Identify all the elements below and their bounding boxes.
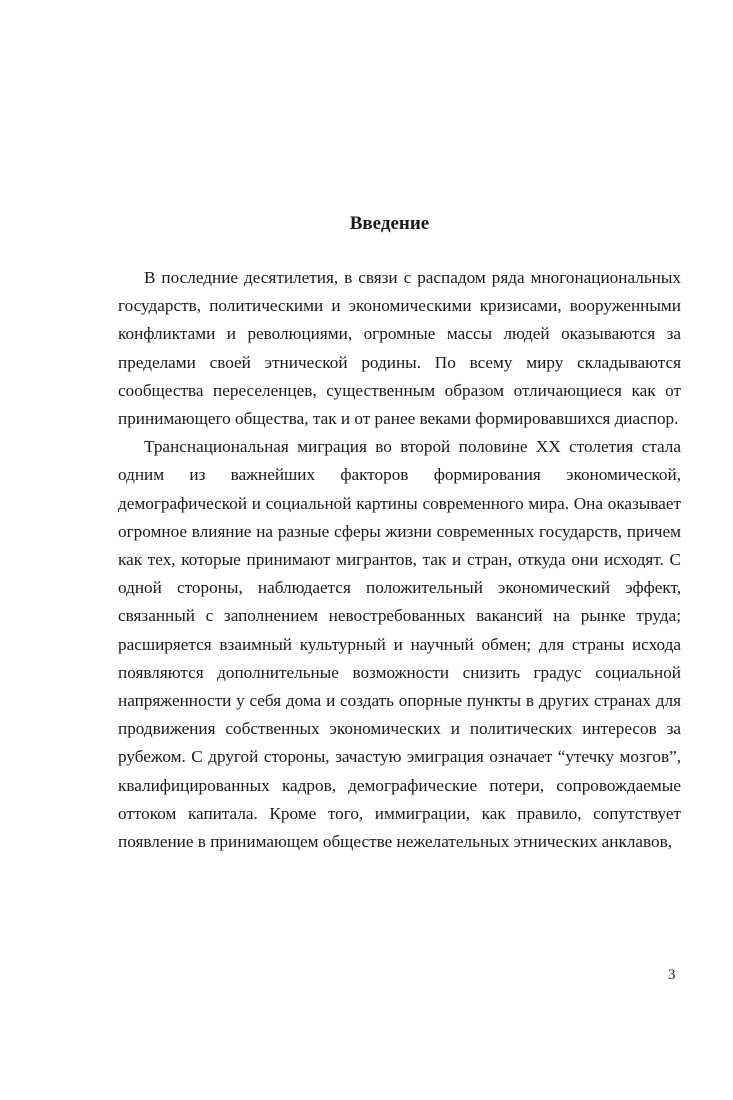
page-number: 3 (668, 967, 676, 983)
body-text (118, 264, 681, 856)
paragraph-1: В последние десятилетия, в связи с распадом ряда многонациональных государств, политическими и экономическими кризисами, вооруженными конфликтами и революциями, огромные массы людей оказываются за пределами своей этнической родины. По всему миру складываются сообщества переселенцев, существенным образом отличающиеся как от принимающего общества, так и от ранее веками формировавшихся диаспор. (118, 268, 681, 429)
paragraph-2: Транснациональная миграция во второй половине XX столетия стала одним из важнейших факторов формирования экономической, демографической и социальной картины современного мира. Она оказывает огромное влияние на разные сферы жизни современных государств, причем как тех, которые принимают мигрантов, так и стран, откуда они исходят. С одной стороны, наблюдается положительный экономический эффект, связанный с заполнением невостребованных вакансий на рынке труда; расширяется взаимный культурный и научный обмен; для страны исхода появляются дополнительные возможности снизить градус социальной напряженности у себя дома и создать опорные пункты в других странах для продвижения собственных экономических и политических интересов за рубежом. С другой стороны, зачастую эмиграция означает “утечку мозгов”, квалифицированных кадров, демографические потери, сопровождаемые оттоком капитала. Кроме того, иммиграции, как правило, сопутствует появление в принимающем обществе нежелательных этнических анклавов, (118, 437, 681, 852)
section-title: Введение (349, 213, 430, 234)
